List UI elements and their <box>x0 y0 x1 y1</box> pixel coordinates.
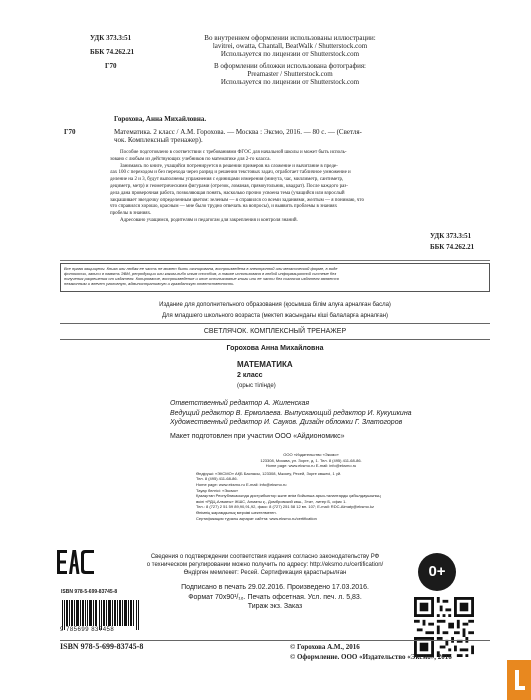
annotation <box>110 150 495 225</box>
annotation-line: деление на 2 и 3, будут выполнены упражнения с единицами измерения (минута, час, миллиметр, сантиметр, <box>110 177 344 183</box>
annotation-line: зовано с любым из действующих учебников по математике для 2-го класса. <box>110 156 271 162</box>
eac-mark <box>56 548 96 576</box>
divider <box>60 260 490 261</box>
credit-line: Preamaster / Shutterstock.com <box>247 70 333 78</box>
bbk-code-right: ББК 74.262.21 <box>430 243 475 251</box>
barcode-icon <box>60 600 142 630</box>
code-g70-top: Г70 <box>105 62 117 70</box>
publisher-line: Тауар белгісі: «Эксмо» <box>196 487 239 493</box>
code-g70-main: Г70 <box>64 128 76 136</box>
catalog-entry <box>114 128 494 144</box>
age-rating-badge: 0+ <box>418 553 456 591</box>
divider <box>60 339 490 340</box>
certification-info <box>110 553 420 577</box>
publisher-line: Home page: www.eksmo.ru E-mail: info@eksmo.ru <box>265 463 357 469</box>
catalog-line: чок. Комплексный тренажер). <box>114 136 203 144</box>
author-name: Горохова Анна Михайловна <box>226 345 324 352</box>
cert-line: о техническом регулировании можно получить по адресу: http://eksmo.ru/certification/ <box>146 562 384 568</box>
bbk-code-left: ББК 74.262.21 <box>90 48 135 56</box>
illustration-credits <box>165 34 415 86</box>
cert-line: Сведения о подтверждении соответствия издания согласно законодательству РФ <box>150 554 380 560</box>
publisher-logo <box>507 660 531 700</box>
editor-line: Ведущий редактор В. Ермолаева. Выпускающий редактор И. Кукушкина <box>170 409 412 417</box>
barcode-digits: 9 785699 837458 <box>60 627 115 633</box>
editor-line: Макет подготовлен при участии ООО «Айдиономикс» <box>170 432 345 440</box>
credit-line: Используется по лицензии от Shutterstock.com <box>220 50 360 58</box>
print-line: Формат 70x90¹/₁₆. Печать офсетная. Усл. печ. л. 5,83. <box>188 593 362 601</box>
series-title: СВЕТЛЯЧОК. КОМПЛЕКСНЫЙ ТРЕНАЖЕР <box>203 328 347 335</box>
author-heading: Горохова, Анна Михайловна. <box>114 115 207 123</box>
catalog-line: Математика. 2 класс / А.М. Горохова. — Москва : Эксмо, 2016. — 80 с. — (Светля- <box>114 128 362 136</box>
publisher-line: ООО «Издательство «Эксмо» <box>283 452 339 457</box>
rights-line: получения разрешения от издателя. Копирование, воспроизведение и иное использование книги или ее части без согласия издателя является <box>64 276 339 281</box>
rights-line: незаконным и влечет уголовную, административную и гражданскую ответственность. <box>64 281 235 286</box>
rights-line: Все права защищены. Книга или любая ее часть не может быть скопирована, воспроизведена в электронной или механической форме, в виде <box>64 266 338 271</box>
publisher-line: Home page: www.eksmo.ru E-mail: info@eksmo.ru <box>196 481 287 487</box>
annotation-line: дециметр, метр) и геометрическими фигурами (отрезок, ломаная, прямоугольник, квадрат). После каждого раз- <box>110 183 348 189</box>
isbn-small: ISBN 978-5-699-83745-8 <box>61 589 118 595</box>
annotation-line: дела дана проверочная работа, позволяющая понять, насколько прочно усвоена тема (учащийся или взрослый <box>110 190 345 196</box>
credit-line: lavitrei, owatta, Chantall, BeatWalk / Shutterstock.com <box>212 42 368 50</box>
rights-line: фотокопии, записи в память ЭВМ, репродукции или каким-либо иным способом, а также использована в любой информационной системе без <box>64 271 337 276</box>
publisher-line: Сертификация туралы ақпарат сайтта: www.eksmo.ru/certification <box>196 515 317 521</box>
language-note: (орыс тілінде) <box>237 383 276 389</box>
divider <box>60 323 490 324</box>
credit-line: В оформлении обложки использована фотография: <box>214 62 366 70</box>
editor-line: Ответственный редактор А. Жиленская <box>170 400 310 407</box>
credit-line: Во внутреннем оформлении использованы иллюстрации: <box>204 34 376 42</box>
edition-type <box>60 300 490 322</box>
edition-line: Для младшего школьного возраста (мектеп жасындағы кіші балаларға арналған) <box>161 313 389 319</box>
divider <box>60 640 490 641</box>
udk-code-left: УДК 373.3:51 <box>90 34 132 42</box>
udk-code-right: УДК 373.3:51 <box>430 232 472 240</box>
isbn-main: ISBN 978-5-699-83745-8 <box>60 642 144 651</box>
annotation-line: Пособие подготовлено в соответствии с требованиями ФГОС для начальной школы и может быть исполь- <box>120 150 347 155</box>
annotation-line: что справился хорошо, красным — мне было трудно отвечать на вопросы), и выявить проблемы в знаниях <box>110 204 338 210</box>
rights-notice-box <box>60 263 490 292</box>
copyright-line: © Оформление. ООО «Издательство «Эксмо», 2016 <box>290 653 452 661</box>
publisher-details <box>196 452 426 521</box>
annotation-line: Занимаясь по книге, учащийся потренируется в решении примеров на сложение и вычитание в преде- <box>120 163 338 169</box>
publisher-line: өкілі «РДЦ-Алматы» ЖШС, Алматы қ., Домбровский көш., 3«а», литер Б, офис 1. <box>196 498 347 504</box>
publisher-logo-icon <box>507 660 531 700</box>
annotation-line: пробелы в знаниях. <box>110 211 152 217</box>
eac-logo-icon <box>56 548 96 576</box>
rights-notice <box>61 264 489 288</box>
barcode <box>60 600 142 636</box>
publisher-line: Тел. 8 (495) 411-68-86. <box>196 476 238 482</box>
publisher-line: 123308, Москва, ул. Зорге, д. 1. Тел. 8 (495) 411-68-86. <box>260 457 362 463</box>
publisher-line: Қазақстан Республикасында дистрибьютор және өнім бойынша арыз-талаптарды қабылдаушының <box>196 493 381 499</box>
print-line: Тираж экз. Заказ <box>247 603 303 610</box>
grade: 2 класс <box>237 372 263 379</box>
book-title: МАТЕМАТИКА <box>237 360 293 369</box>
edition-line: Издание для дополнительного образования (қосымша білім алуға арналған басла) <box>159 302 391 308</box>
copyright <box>290 642 452 662</box>
print-info <box>130 583 420 612</box>
print-line: Подписано в печать 29.02.2016. Произведено 17.03.2016. <box>181 584 369 591</box>
annotation-line: закрашивает звездочку определенным цветом: зеленым — я справился со всеми заданиями, желтым — я понимаю, что <box>110 197 365 203</box>
publisher-line: Өндіруші: «ЭКСМО» АҚБ Баспасы, 123308, Мәскеу, Ресей, Зорге көшесі, 1 үй. <box>196 470 342 476</box>
editors <box>170 399 490 441</box>
credit-line: Используется по лицензии от Shutterstock.com <box>220 78 360 86</box>
editor-line: Художественный редактор И. Сауков. Дизайн обложки Г. Златогоров <box>170 419 403 426</box>
publisher-line: Өнімнің жарамдылық мерзімі шектелмеген. <box>196 509 277 515</box>
annotation-line: Адресовано учащимся, родителям и педагогам для закрепления и контроля знаний. <box>120 217 298 223</box>
copyright-line: © Горохова А.М., 2016 <box>290 643 360 651</box>
publisher-line: Тел.: 8 (727) 2 51 59 89,90,91,92, факс: 8 (727) 251 58 12 вн. 107; E-mail: RDC-Almaty@eksmo.kz <box>196 504 374 510</box>
annotation-line: лах 100 с переходом и без перехода через разряд и решении текстовых задач, отработает табличное умножение и <box>110 170 351 176</box>
cert-line: Өндірген мемлекет: Ресей. Сертификация қарастырылған <box>183 570 347 576</box>
